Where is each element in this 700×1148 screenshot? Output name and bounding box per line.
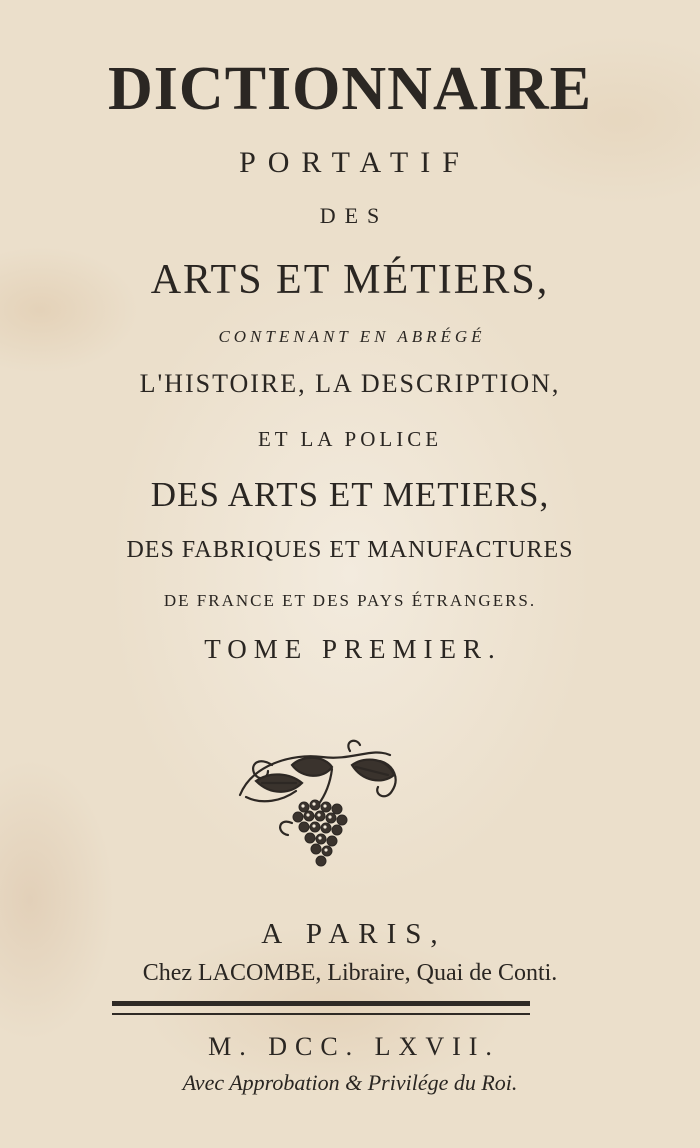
- imprint-date: M. DCC. LXVII.: [208, 1032, 500, 1061]
- subtitle-arts-et-metiers: ARTS ET MÉTIERS,: [150, 257, 550, 303]
- histoire-line: L'HISTOIRE, LA DESCRIPTION,: [139, 369, 561, 398]
- volume-label: TOME PREMIER.: [204, 634, 502, 664]
- subtitle-des: DES: [319, 203, 389, 228]
- fabriques-line: DES FABRIQUES ET MANUFACTURES: [126, 537, 574, 563]
- imprint-publisher: Chez LACOMBE, Libraire, Quai de Conti.: [142, 960, 558, 986]
- grape-vine-ornament-icon: [232, 735, 406, 875]
- imprint-city: A PARIS,: [261, 918, 447, 950]
- imprint-approbation: Avec Approbation & Privilége du Roi.: [182, 1070, 518, 1095]
- book-title: DICTIONNAIRE: [108, 55, 592, 123]
- contenant-line: CONTENANT EN ABRÉGÉ: [218, 327, 486, 346]
- police-line: ET LA POLICE: [257, 427, 443, 451]
- double-rule-thin: [112, 1013, 530, 1015]
- subtitle-portatif: PORTATIF: [239, 146, 471, 179]
- double-rule-thick: [112, 1001, 530, 1006]
- arts-et-metiers-line: DES ARTS ET METIERS,: [150, 475, 550, 514]
- france-line: DE FRANCE ET DES PAYS ÉTRANGERS.: [163, 591, 537, 610]
